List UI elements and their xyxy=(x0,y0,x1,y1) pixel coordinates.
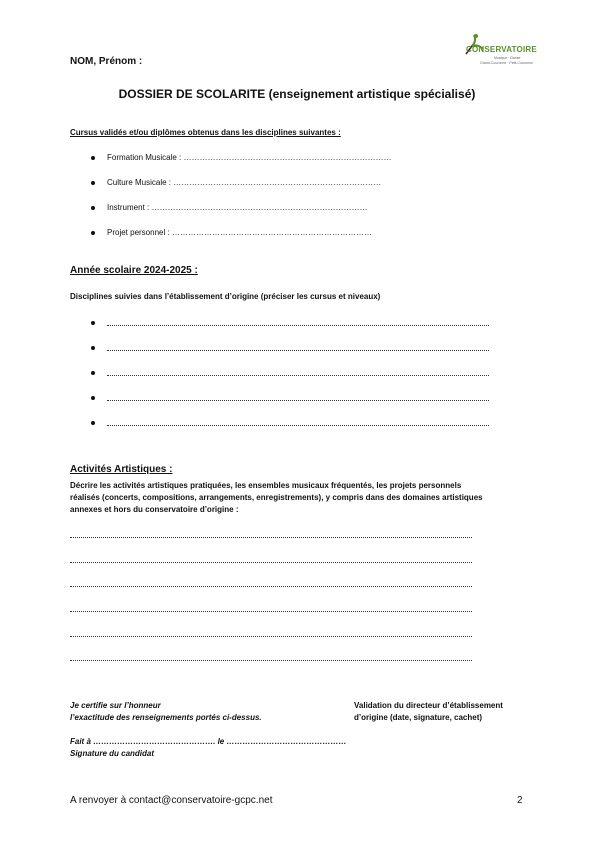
cursus-heading: Cursus validés et/ou diplômes obtenus dans les disciplines suivantes : xyxy=(70,128,341,137)
page-title: DOSSIER DE SCOLARITE (enseignement artistique spécialisé) xyxy=(118,87,476,101)
discipline-line[interactable] xyxy=(107,325,489,326)
cursus-item-formation: Formation Musicale : …………………………………………………………………… xyxy=(107,153,392,162)
name-label: NOM, Prénom : xyxy=(70,56,143,67)
activites-line[interactable] xyxy=(70,611,472,612)
fait-a-line[interactable]: Fait à ………………………………………. le ……………………………………… xyxy=(70,737,347,746)
footer-contact: A renvoyer à contact@conservatoire-gcpc.net xyxy=(70,795,273,806)
bullet xyxy=(91,396,95,400)
annee-heading: Année scolaire 2024-2025 : xyxy=(70,265,198,276)
annee-subheading: Disciplines suivies dans l’établissement d’origine (préciser les cursus et niveaux) xyxy=(70,292,381,301)
activites-heading: Activités Artistiques : xyxy=(70,464,173,475)
activites-line[interactable] xyxy=(70,537,472,538)
director-validation: Validation du directeur d’établissement d’origine (date, signature, cachet) xyxy=(354,701,503,722)
bullet xyxy=(91,346,95,350)
discipline-line[interactable] xyxy=(107,425,489,426)
activites-line[interactable] xyxy=(70,586,472,587)
activites-description: Décrire les activités artistiques pratiquées, les ensembles musicaux fréquentés, les projets personnels réalisés (concerts, compositions, arrangements, enregistrements), y compris dans des domaines artistiques annexes et hors du conservatoire d’origine : xyxy=(70,481,483,514)
bullet xyxy=(91,231,95,235)
logo-sub1: Musique · Danse xyxy=(494,56,521,60)
page-number: 2 xyxy=(517,795,523,806)
bullet xyxy=(91,321,95,325)
conservatoire-logo xyxy=(456,30,536,70)
certification-statement: Je certifie sur l’honneur l’exactitude des renseignements portés ci-dessus. xyxy=(70,701,262,722)
cursus-item-projet: Projet personnel : ………………………………………………………………… xyxy=(107,228,372,237)
activites-line[interactable] xyxy=(70,562,472,563)
signature-label: Signature du candidat xyxy=(70,749,155,758)
bullet xyxy=(91,181,95,185)
cursus-item-culture: Culture Musicale : …………………………………………………………………… xyxy=(107,178,382,187)
logo-text: CONSERVATOIRE xyxy=(466,45,537,54)
bullet xyxy=(91,371,95,375)
activites-line[interactable] xyxy=(70,636,472,637)
discipline-line[interactable] xyxy=(107,375,489,376)
discipline-line[interactable] xyxy=(107,400,489,401)
cursus-item-instrument: Instrument : ……………………………………………………………………… xyxy=(107,203,368,212)
discipline-line[interactable] xyxy=(107,350,489,351)
activites-line[interactable] xyxy=(70,660,472,661)
bullet xyxy=(91,421,95,425)
bullet xyxy=(91,156,95,160)
bullet xyxy=(91,206,95,210)
logo-sub2: Grand-Couronne · Petit-Couronne xyxy=(480,61,533,65)
